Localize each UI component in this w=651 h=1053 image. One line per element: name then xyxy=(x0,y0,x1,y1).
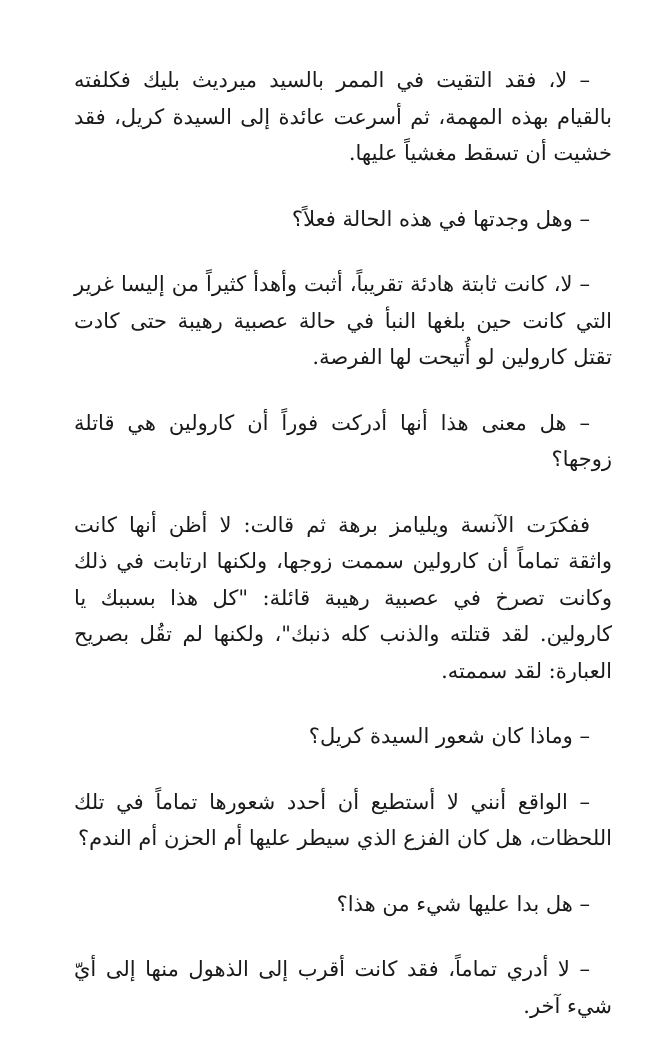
paragraph-6: – وماذا كان شعور السيدة كريل؟ xyxy=(308,724,590,748)
paragraph-2: – وهل وجدتها في هذه الحالة فعلاً؟ xyxy=(291,206,590,231)
paragraph-5: ففكرَت الآنسة ويليامز برهة ثم قالت: لا أظن أنها كانت واثقة تماماً أن كارولين سممت زوجها، ولكنها ارتابت في ذلك وكانت تصرخ في عصبية رهيبة قائلة: "كل هذا بسببك يا كارولين. لقد قتلته والذنب كله ذنبك"، ولكنها لم تقُل بصريح العبارة: لقد سممته. xyxy=(74,512,612,683)
paragraph-4: – هل معنى هذا أنها أدركت فوراً أن كارولين هي قاتلة زوجها؟ xyxy=(74,410,612,471)
paragraph-1: – لا، فقد التقيت في الممر بالسيد ميرديث بليك فكلفته بالقيام بهذه المهمة، ثم أسرعت عائدة إلى السيدة كريل، فقد خشيت أن تسقط مغشياً عليها. xyxy=(74,68,612,165)
book-page xyxy=(74,62,612,1053)
paragraph-3: – لا، كانت ثابتة هادئة تقريباً، أثبت وأهدأ كثيراً من إليسا غرير التي كانت حين بلغها النبأ في حالة عصبية رهيبة حتى كادت تقتل كارولين لو أُتيحت لها الفرصة. xyxy=(74,272,612,369)
paragraph-8: – هل بدا عليها شيء من هذا؟ xyxy=(336,891,590,916)
paragraph-9: – لا أدري تماماً، فقد كانت أقرب إلى الذهول منها إلى أيّ شيء آخر. xyxy=(74,957,612,1018)
paragraph-7: – الواقع أنني لا أستطيع أن أحدد شعورها تماماً في تلك اللحظات، هل كان الفزع الذي سيطر عليها أم الحزن أم الندم؟ xyxy=(74,789,612,850)
